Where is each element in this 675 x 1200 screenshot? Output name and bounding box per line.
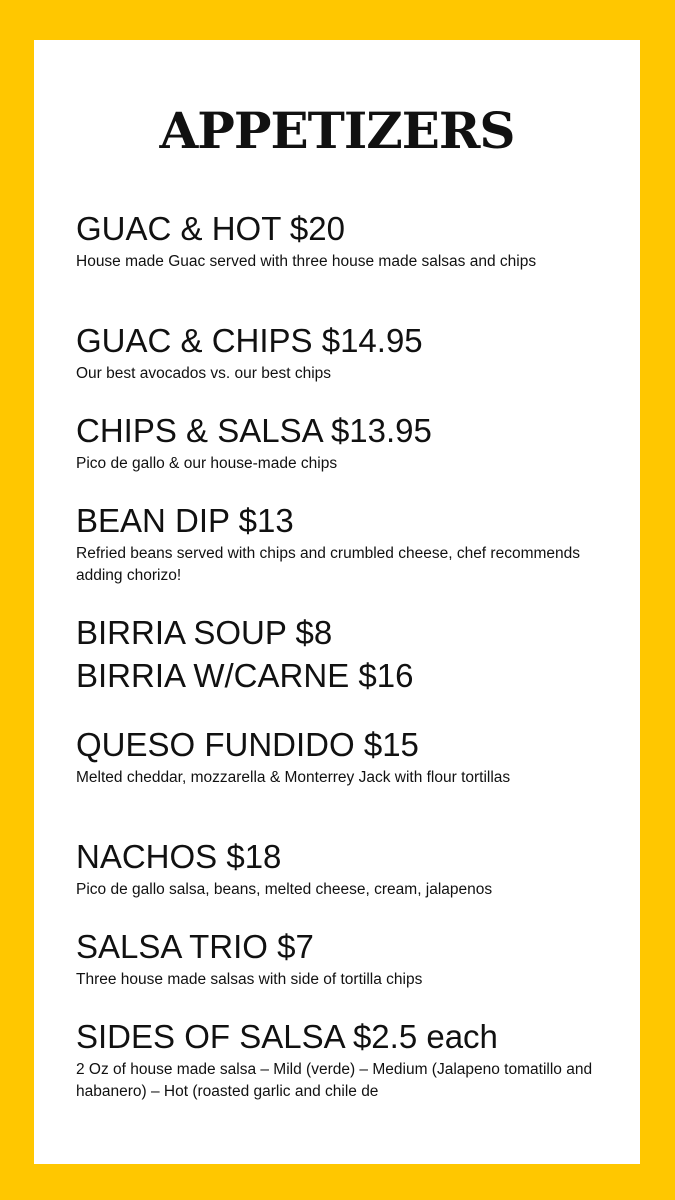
item-name: NACHOS $18 [76,838,282,875]
item-name: QUESO FUNDIDO $15 [76,726,419,763]
item-description: Refried beans served with chips and crumbled cheese, chef recommends adding chorizo! [76,544,581,584]
menu-panel [34,40,640,1164]
item-description: Pico de gallo & our house-made chips [76,454,338,472]
item-description: House made Guac served with three house made salsas and chips [76,252,537,270]
item-name-secondary: BIRRIA W/CARNE $16 [76,656,414,694]
menu-item-bean-dip [76,500,616,587]
item-name: GUAC & HOT $20 [76,210,345,247]
page-title: APPETIZERS [159,101,515,160]
item-name: SALSA TRIO $7 [76,928,314,965]
menu-item-salsa-trio [76,926,616,991]
menu-item-sides-of-salsa [76,1016,616,1103]
menu-item-queso-fundido [76,724,616,789]
item-description: 2 Oz of house made salsa – Mild (verde) – Medium (Jalapeno tomatillo and habanero) – Hot (roasted garlic and chile de [76,1060,593,1100]
item-description: Pico de gallo salsa, beans, melted cheese, cream, jalapenos [76,880,493,898]
item-name: SIDES OF SALSA $2.5 each [76,1018,498,1055]
item-description: Our best avocados vs. our best chips [76,364,332,382]
menu-item-guac-chips [76,320,616,385]
item-name: GUAC & CHIPS $14.95 [76,322,423,359]
menu-item-chips-salsa [76,410,616,475]
item-name: BEAN DIP $13 [76,502,294,539]
item-name: CHIPS & SALSA $13.95 [76,412,432,449]
menu-item-guac-hot [76,208,616,273]
item-name: BIRRIA SOUP $8 [76,614,333,651]
menu-item-birria [76,612,616,698]
item-description: Melted cheddar, mozzarella & Monterrey Jack with flour tortillas [76,768,511,786]
menu-item-nachos [76,836,616,901]
item-description: Three house made salsas with side of tortilla chips [76,970,423,988]
